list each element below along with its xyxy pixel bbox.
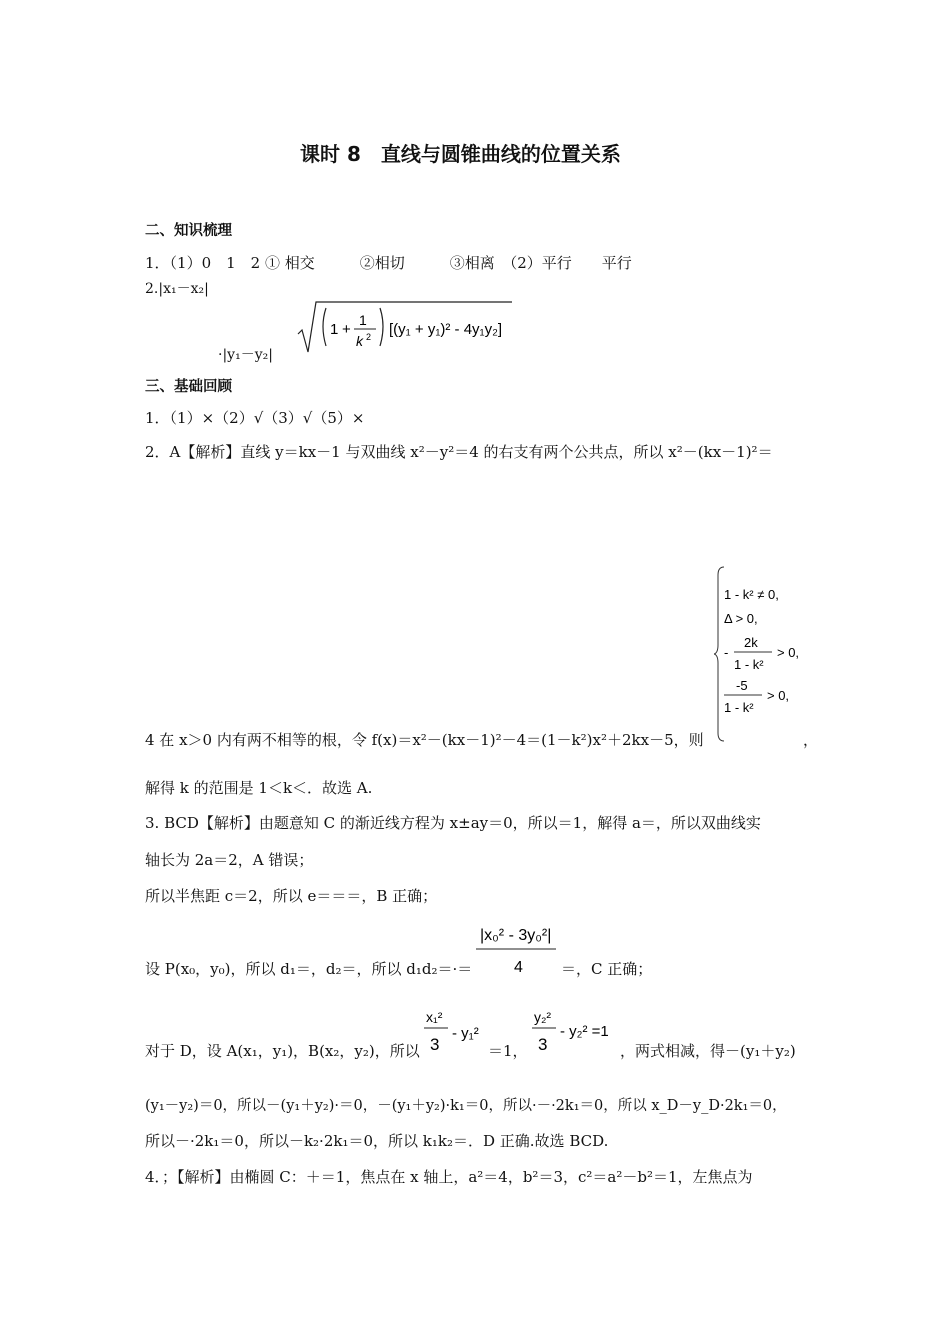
review-q3-line-1: 3. BCD【解析】由题意知 C 的渐近线方程为 x±ay＝0，所以＝1，解得 a＝，所以双曲线实: [145, 814, 761, 832]
inequality-system: [714, 565, 814, 743]
eq-b-rest: - y₂² =1: [560, 1023, 609, 1040]
system-line-4-tail: > 0,: [767, 688, 790, 703]
page-title: 课时 8 直线与圆锥曲线的位置关系: [300, 142, 621, 166]
system-line-4-den: 1 - k²: [724, 700, 754, 715]
system-line-1: 1 - k² ≠ 0,: [724, 587, 779, 602]
system-line-3-num: 2k: [744, 635, 758, 650]
q3-fraction-den: 4: [514, 959, 523, 976]
review-q3-line-3: 所以半焦距 c＝2，所以 e＝＝＝，B 正确；: [145, 887, 438, 905]
knowledge-line-3: ·|y₁－y₂|: [218, 347, 273, 363]
formula-frac-exp: 2: [366, 332, 372, 342]
review-q3-line-4-tail: ＝，C 正确；: [561, 960, 653, 978]
system-line-2: Δ > 0,: [724, 611, 758, 626]
eq-b-num: y₂²: [534, 1009, 552, 1025]
chord-length-formula: [296, 298, 518, 356]
review-q2-comma: ，: [803, 731, 819, 749]
section-heading-review: 三、基础回顾: [145, 379, 232, 395]
q3-fraction: [476, 914, 560, 978]
review-q3-line-5: 对于 D，设 A(x₁，y₁)，B(x₂，y₂)，所以: [145, 1042, 420, 1060]
knowledge-line-1: 1．（1）0 1 2 ① 相交 ②相切 ③相离 （2）平行 平行: [145, 254, 632, 272]
section-heading-knowledge: 二、知识梳理: [145, 223, 232, 239]
knowledge-line-2: 2.|x₁－x₂|: [145, 281, 209, 297]
review-q3-line-5-mid: ＝1，: [488, 1042, 528, 1060]
q3-fraction-num: |x₀² - 3y₀²|: [480, 927, 552, 944]
review-q1: 1．（1）×（2）√（3）√（5）×: [145, 409, 365, 427]
review-q3-line-6: (y₁－y₂)＝0，所以－(y₁＋y₂)·＝0，－(y₁＋y₂)·k₁＝0，所以·－·2k₁＝0，所以 x_D－y_D·2k₁＝0，: [145, 1098, 787, 1114]
review-q3-line-5-tail: ，两式相减，得－(y₁＋y₂): [620, 1042, 796, 1060]
eq-b-den: 3: [538, 1035, 548, 1054]
review-q2-line-3: 解得 k 的范围是 1＜k＜．故选 A.: [145, 779, 373, 797]
system-line-3-den: 1 - k²: [734, 657, 764, 672]
formula-plus: +: [342, 321, 351, 338]
eq-a-num: x₁²: [426, 1009, 443, 1025]
system-line-4-num: -5: [736, 678, 748, 693]
eq-a-rest: - y₁²: [452, 1025, 479, 1042]
ellipse-equation-b: [530, 1002, 628, 1058]
formula-bracket-body: [(y₁ + y₁)² - 4y₁y₂]: [389, 321, 503, 338]
eq-a-den: 3: [430, 1035, 440, 1054]
review-q3-line-2: 轴长为 2a＝2，A 错误；: [145, 851, 314, 869]
review-q3-line-4: 设 P(x₀，y₀)，所以 d₁＝，d₂＝，所以 d₁d₂＝·＝: [145, 960, 473, 978]
formula-one: 1: [330, 321, 339, 338]
review-q4-line-1: 4．；【解析】由椭圆 C：＋＝1，焦点在 x 轴上，a²＝4，b²＝3，c²＝a²－b²＝1，左焦点为: [145, 1168, 753, 1186]
formula-frac-den: k: [356, 333, 363, 349]
review-q3-line-7: 所以－·2k₁＝0，所以－k₂·2k₁＝0，所以 k₁k₂＝．D 正确.故选 BCD.: [145, 1132, 609, 1150]
system-line-3-tail: > 0,: [777, 645, 800, 660]
formula-frac-num: 1: [359, 312, 367, 328]
system-line-3-sign: -: [724, 645, 729, 660]
review-q2-line-1: 2．A【解析】直线 y＝kx－1 与双曲线 x²－y²＝4 的右支有两个公共点，所以 x²－(kx－1)²＝: [145, 443, 773, 461]
ellipse-equation-a: [422, 1002, 496, 1058]
review-q2-line-2: 4 在 x＞0 内有两不相等的根，令 f(x)＝x²－(kx－1)²－4＝(1－k²)x²＋2kx－5，则: [145, 731, 704, 749]
